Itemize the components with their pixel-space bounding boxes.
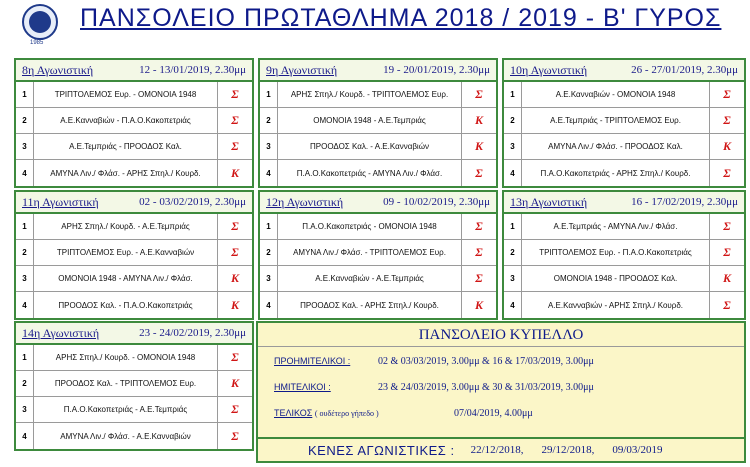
match-row — [504, 292, 744, 318]
match-teams: ΑΡΗΣ Σπηλ./ Κουρδ. - ΟΜΟΝΟΙΑ 1948 — [34, 345, 218, 370]
cup-final-label: ΤΕΛΙΚΟΣ — [274, 408, 313, 418]
empty-date: 09/03/2019 — [612, 444, 663, 456]
round-label: 14η Αγωνιστική — [22, 325, 100, 340]
match-number: 4 — [16, 160, 34, 186]
match-teams: ΟΜΟΝΟΙΑ 1948 - Α.Ε.Τεμπριάς — [278, 108, 462, 133]
round-label: 13η Αγωνιστική — [510, 194, 588, 209]
match-number: 2 — [16, 108, 34, 133]
match-row — [16, 160, 252, 186]
match-row — [16, 134, 252, 160]
match-number: 3 — [16, 266, 34, 291]
match-teams: Α.Ε.Τεμπριάς - ΤΡΙΠΤΟΛΕΜΟΣ Ευρ. — [522, 108, 710, 133]
match-row — [16, 240, 252, 266]
round-panel — [502, 58, 746, 188]
match-number: 3 — [16, 134, 34, 159]
round-dates: 23 - 24/02/2019, 2.30μμ — [139, 327, 246, 339]
empty-rounds-bar — [258, 437, 744, 461]
federation-logo-icon — [22, 4, 58, 40]
match-number: 2 — [16, 240, 34, 265]
round-dates: 16 - 17/02/2019, 2.30μμ — [631, 196, 738, 208]
empty-date: 22/12/2018, — [470, 444, 524, 456]
match-number: 4 — [16, 423, 34, 449]
match-row — [504, 240, 744, 266]
cup-final-date: 07/04/2019, 4.00μμ — [454, 408, 533, 419]
round-label: 9η Αγωνιστική — [266, 62, 338, 77]
round-panel — [258, 190, 498, 320]
cup-prelim-dates: 02 & 03/03/2019, 3.00μμ & 16 & 17/03/2019, 3.00μμ — [378, 356, 594, 367]
match-teams: Α.Ε.Κανναβιών - Π.Α.Ο.Κακοπετριάς — [34, 108, 218, 133]
match-result: Σ — [231, 113, 239, 127]
match-result: Κ — [474, 113, 483, 127]
round-header — [504, 60, 744, 82]
match-result: Σ — [475, 219, 483, 233]
match-result: Σ — [231, 402, 239, 416]
match-result: Σ — [231, 428, 239, 443]
match-number: 2 — [260, 240, 278, 265]
match-row — [260, 82, 496, 108]
cup-semi-row — [274, 382, 331, 393]
match-teams: Α.Ε.Τεμπριάς - ΠΡΟΟΔΟΣ Καλ. — [34, 134, 218, 159]
match-row — [16, 108, 252, 134]
match-result: Σ — [231, 245, 239, 259]
match-number: 2 — [504, 108, 522, 133]
match-number: 1 — [260, 214, 278, 239]
match-teams: Π.Α.Ο.Κακοπετριάς - Α.Ε.Τεμπριάς — [34, 397, 218, 422]
cup-title: ΠΑΝΣΟΛΕΙΟ ΚΥΠΕΛΛΟ — [258, 323, 744, 347]
match-number: 3 — [260, 134, 278, 159]
round-dates: 02 - 03/02/2019, 2.30μμ — [139, 196, 246, 208]
match-result: Κ — [474, 139, 483, 153]
match-number: 1 — [504, 82, 522, 107]
match-number: 4 — [504, 292, 522, 318]
match-result: Σ — [231, 219, 239, 233]
match-row — [16, 397, 252, 423]
round-panel — [258, 58, 498, 188]
match-teams: Π.Α.Ο.Κακοπετριάς - ΟΜΟΝΟΙΑ 1948 — [278, 214, 462, 239]
empty-rounds-label: ΚΕΝΕΣ ΑΓΩΝΙΣΤΙΚΕΣ : — [308, 442, 455, 458]
round-dates: 19 - 20/01/2019, 2.30μμ — [383, 64, 490, 76]
match-teams: ΤΡΙΠΤΟΛΕΜΟΣ Ευρ. - ΟΜΟΝΟΙΑ 1948 — [34, 82, 218, 107]
match-row — [504, 108, 744, 134]
cup-prelim-label: ΠΡΟΗΜΙΤΕΛΙΚΟΙ : — [274, 356, 351, 366]
match-row — [16, 292, 252, 318]
match-result: Σ — [231, 350, 239, 364]
match-row — [260, 240, 496, 266]
match-number: 2 — [504, 240, 522, 265]
round-panel — [14, 190, 254, 320]
match-row — [504, 160, 744, 186]
match-result: Κ — [230, 271, 239, 285]
round-label: 11η Αγωνιστική — [22, 194, 99, 209]
round-header — [16, 60, 252, 82]
match-row — [16, 423, 252, 449]
match-teams: ΑΜΥΝΑ Λιν./ Φλάσ. - ΤΡΙΠΤΟΛΕΜΟΣ Ευρ. — [278, 240, 462, 265]
match-teams: Π.Α.Ο.Κακοπετριάς - ΑΡΗΣ Σπηλ./ Κουρδ. — [522, 160, 710, 186]
logo-year: 1985 — [30, 40, 44, 46]
match-result: Κ — [722, 139, 731, 153]
match-row — [16, 345, 252, 371]
match-result: Σ — [475, 245, 483, 259]
match-result: Σ — [475, 271, 483, 285]
cup-prelim-row — [274, 356, 350, 367]
round-header — [16, 192, 252, 214]
match-row — [504, 82, 744, 108]
match-result: Κ — [230, 297, 239, 312]
match-row — [260, 134, 496, 160]
round-dates: 12 - 13/01/2019, 2.30μμ — [139, 64, 246, 76]
match-result: Σ — [723, 87, 731, 101]
match-teams: ΟΜΟΝΟΙΑ 1948 - ΠΡΟΟΔΟΣ Καλ. — [522, 266, 710, 291]
match-number: 4 — [260, 160, 278, 186]
match-teams: ΑΡΗΣ Σπηλ./ Κουρδ. - ΤΡΙΠΤΟΛΕΜΟΣ Ευρ. — [278, 82, 462, 107]
match-row — [16, 82, 252, 108]
match-result: Σ — [475, 165, 483, 180]
round-label: 8η Αγωνιστική — [22, 62, 94, 77]
match-number: 1 — [16, 345, 34, 370]
match-number: 3 — [16, 397, 34, 422]
match-row — [260, 108, 496, 134]
match-result: Σ — [231, 139, 239, 153]
cup-final-note: ( ουδέτερο γήπεδο ) — [314, 409, 379, 418]
match-result: Σ — [231, 87, 239, 101]
match-number: 1 — [504, 214, 522, 239]
match-row — [504, 134, 744, 160]
match-number: 4 — [260, 292, 278, 318]
round-header — [260, 60, 496, 82]
match-teams: Α.Ε.Κανναβιών - Α.Ε.Τεμπριάς — [278, 266, 462, 291]
match-row — [260, 266, 496, 292]
cup-semi-label: ΗΜΙΤΕΛΙΚΟΙ : — [274, 382, 331, 392]
round-dates: 26 - 27/01/2019, 2.30μμ — [631, 64, 738, 76]
match-result: Κ — [230, 165, 239, 180]
match-row — [504, 214, 744, 240]
cup-semi-dates: 23 & 24/03/2019, 3.00μμ & 30 & 31/03/2019, 3.00μμ — [378, 382, 594, 393]
match-teams: Α.Ε.Κανναβιών - ΟΜΟΝΟΙΑ 1948 — [522, 82, 710, 107]
page-header — [0, 0, 750, 48]
match-teams: ΠΡΟΟΔΟΣ Καλ. - ΤΡΙΠΤΟΛΕΜΟΣ Ευρ. — [34, 371, 218, 396]
match-result: Κ — [474, 297, 483, 312]
round-dates: 09 - 10/02/2019, 2.30μμ — [383, 196, 490, 208]
match-number: 3 — [260, 266, 278, 291]
match-row — [16, 214, 252, 240]
match-number: 2 — [260, 108, 278, 133]
match-teams: Α.Ε.Κανναβιών - ΑΡΗΣ Σπηλ./ Κουρδ. — [522, 292, 710, 318]
match-result: Σ — [475, 87, 483, 101]
match-number: 1 — [260, 82, 278, 107]
match-teams: ΑΡΗΣ Σπηλ./ Κουρδ. - Α.Ε.Τεμπριάς — [34, 214, 218, 239]
match-number: 4 — [16, 292, 34, 318]
match-result: Κ — [230, 376, 239, 390]
round-panel — [502, 190, 746, 320]
match-teams: ΠΡΟΟΔΟΣ Καλ. - Α.Ε.Κανναβιών — [278, 134, 462, 159]
match-result: Σ — [723, 245, 731, 259]
match-teams: Π.Α.Ο.Κακοπετριάς - ΑΜΥΝΑ Λιν./ Φλάσ. — [278, 160, 462, 186]
match-row — [16, 266, 252, 292]
match-row — [260, 160, 496, 186]
match-number: 4 — [504, 160, 522, 186]
match-row — [16, 371, 252, 397]
match-number: 1 — [16, 214, 34, 239]
round-label: 10η Αγωνιστική — [510, 62, 588, 77]
match-teams: ΟΜΟΝΟΙΑ 1948 - ΑΜΥΝΑ Λιν./ Φλάσ. — [34, 266, 218, 291]
match-result: Κ — [722, 271, 731, 285]
round-header — [260, 192, 496, 214]
match-result: Σ — [723, 113, 731, 127]
match-teams: ΤΡΙΠΤΟΛΕΜΟΣ Ευρ. - Π.Α.Ο.Κακοπετριάς — [522, 240, 710, 265]
cup-panel — [256, 321, 746, 463]
round-label: 12η Αγωνιστική — [266, 194, 344, 209]
match-teams: ΠΡΟΟΔΟΣ Καλ. - ΑΡΗΣ Σπηλ./ Κουρδ. — [278, 292, 462, 318]
match-result: Σ — [723, 219, 731, 233]
match-number: 1 — [16, 82, 34, 107]
match-number: 2 — [16, 371, 34, 396]
match-row — [260, 292, 496, 318]
match-row — [504, 266, 744, 292]
match-teams: ΑΜΥΝΑ Λιν./ Φλάσ. - Α.Ε.Κανναβιών — [34, 423, 218, 449]
empty-date: 29/12/2018, — [541, 444, 595, 456]
match-row — [260, 214, 496, 240]
page-title: ΠΑΝΣΟΛΕΙΟ ΠΡΩΤΑΘΛΗΜΑ 2018 / 2019 - Β' ΓΥΡΟΣ — [80, 4, 722, 32]
round-header — [16, 323, 252, 345]
round-panel — [14, 58, 254, 188]
cup-final-row — [274, 408, 379, 419]
match-teams: ΑΜΥΝΑ Λιν./ Φλάσ. - ΑΡΗΣ Σπηλ./ Κουρδ. — [34, 160, 218, 186]
match-teams: ΑΜΥΝΑ Λιν./ Φλάσ. - ΠΡΟΟΔΟΣ Καλ. — [522, 134, 710, 159]
match-teams: Α.Ε.Τεμπριάς - ΑΜΥΝΑ Λιν./ Φλάσ. — [522, 214, 710, 239]
round-header — [504, 192, 744, 214]
match-number: 3 — [504, 134, 522, 159]
match-teams: ΠΡΟΟΔΟΣ Καλ. - Π.Α.Ο.Κακοπετριάς — [34, 292, 218, 318]
round-panel — [14, 321, 254, 451]
match-result: Σ — [723, 297, 731, 312]
match-result: Σ — [723, 165, 731, 180]
match-teams: ΤΡΙΠΤΟΛΕΜΟΣ Ευρ. - Α.Ε.Κανναβιών — [34, 240, 218, 265]
match-number: 3 — [504, 266, 522, 291]
